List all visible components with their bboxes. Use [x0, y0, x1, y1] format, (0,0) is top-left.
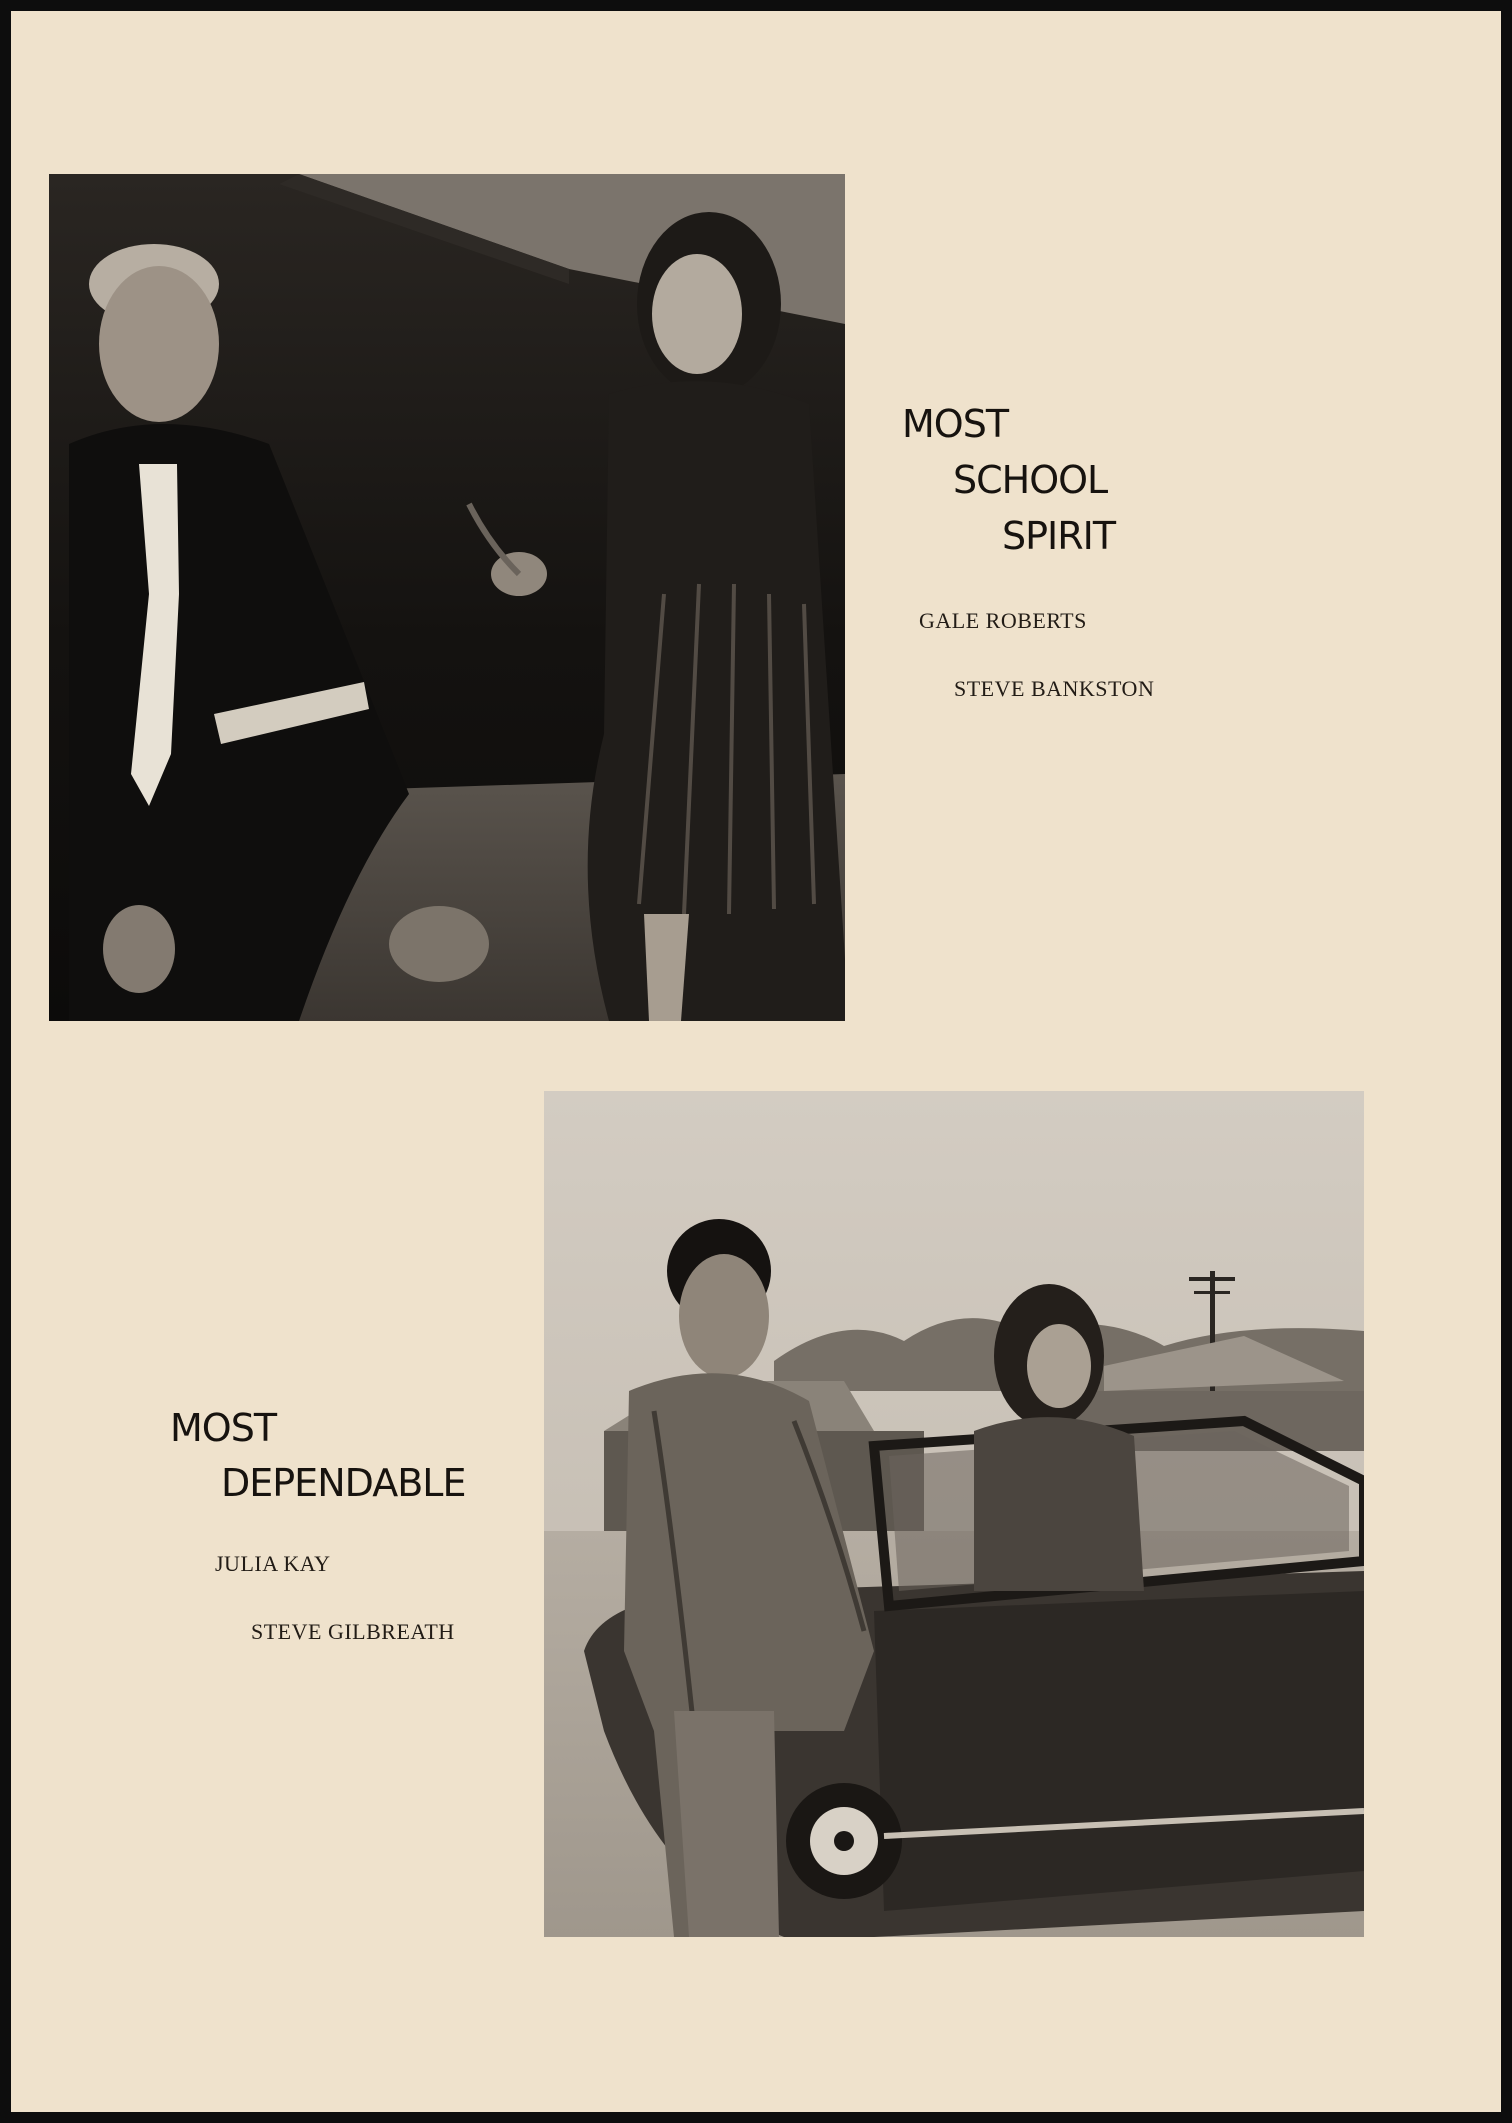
nominee-name: STEVE BANKSTON	[954, 676, 1155, 701]
award-title-line: SCHOOL	[953, 458, 1108, 502]
dependable-photo-image	[544, 1091, 1364, 1937]
school-spirit-photo-image	[49, 174, 845, 1021]
award-title-line: SPIRIT	[1002, 514, 1116, 558]
nominee-name: JULIA KAY	[215, 1551, 331, 1576]
nominee-name: GALE ROBERTS	[919, 608, 1087, 633]
award-title-line: MOST	[170, 1406, 277, 1450]
dependable-photo	[544, 1091, 1364, 1937]
school-spirit-photo	[49, 174, 845, 1021]
yearbook-page	[11, 11, 1501, 2112]
award-title-line: MOST	[902, 402, 1009, 446]
award-title-line: DEPENDABLE	[221, 1461, 466, 1505]
nominee-name: STEVE GILBREATH	[251, 1619, 455, 1644]
